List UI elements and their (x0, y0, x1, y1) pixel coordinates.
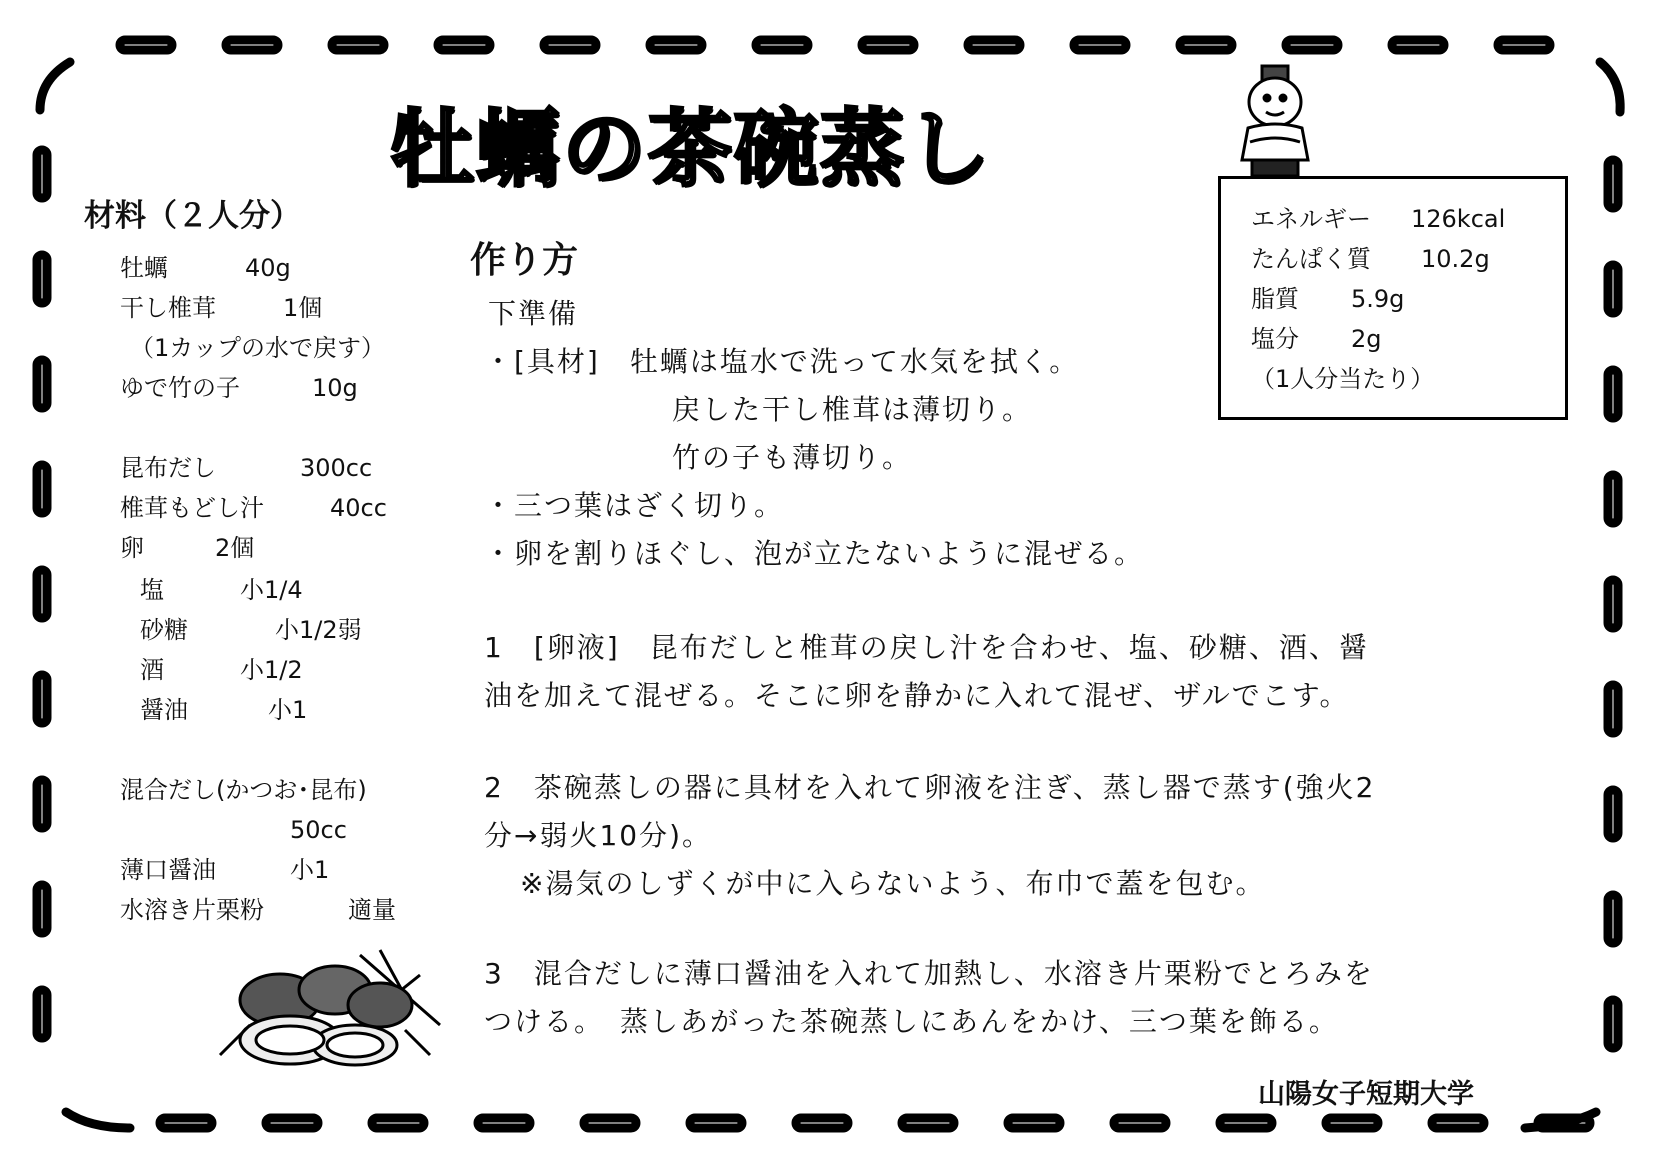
ingredient-qty: 40g (245, 254, 291, 282)
nutrition-row (1251, 319, 1565, 359)
ingredient-item (140, 690, 188, 730)
nutrition-row (1251, 239, 1565, 279)
ingredient-name: 昆布だし (120, 454, 216, 482)
nutrition-row (1251, 199, 1565, 239)
nutrition-value: 10.2g (1421, 245, 1490, 273)
mascot-icon (1230, 62, 1320, 180)
ingredient-item (120, 448, 216, 488)
ingredient-name: 砂糖 (140, 616, 188, 644)
nutrition-row (1251, 279, 1565, 319)
ingredient-item (120, 288, 216, 328)
ingredient-name: 椎茸もどし汁 (120, 494, 264, 522)
ingredient-item (120, 528, 144, 568)
prep-line: 竹の子も薄切り。 (672, 441, 913, 474)
prep-line: 戻した干し椎茸は薄切り。 (672, 393, 1033, 426)
step-line: 油を加えて混ぜる。そこに卵を静かに入れて混ぜ、ザルでこす。 (484, 679, 1350, 712)
ingredient-qty: 10g (312, 374, 358, 402)
ingredient-name: 酒 (140, 656, 164, 684)
nutrition-label: 塩分 (1251, 325, 1299, 353)
ingredient-item (120, 488, 264, 528)
ingredient-item (120, 368, 240, 408)
ingredient-name: ゆで竹の子 (120, 374, 240, 402)
ingredient-qty: 1個 (283, 294, 323, 322)
ingredient-name: 卵 (120, 534, 144, 562)
oyster-icon (210, 945, 450, 1075)
signature: 山陽女子短期大学 (1258, 1079, 1474, 1110)
ingredient-name: 干し椎茸 (120, 294, 216, 322)
ingredient-item (140, 570, 164, 610)
ingredient-qty: 300cc (300, 454, 373, 482)
nutrition-value: 5.9g (1351, 285, 1405, 313)
ingredient-name: 薄口醤油 (120, 856, 216, 884)
ingredient-qty: 40cc (330, 494, 387, 522)
method-heading: 作り方 (470, 240, 579, 281)
step-line: つける。 蒸しあがった茶碗蒸しにあんをかけ、三つ葉を飾る。 (484, 1005, 1339, 1038)
prep-line: ・三つ葉はざく切り。 (484, 489, 785, 522)
ingredient-item (130, 328, 385, 368)
prep-line: ・卵を割りほぐし、泡が立たないように混ぜる。 (484, 537, 1145, 570)
ingredient-qty: 小1 (290, 856, 330, 884)
ingredient-name: 牡蠣 (120, 254, 168, 282)
nutrition-label: たんぱく質 (1251, 245, 1371, 273)
ingredient-name: 醤油 (140, 696, 188, 724)
ingredient-item (140, 650, 164, 690)
step-line: 2 茶碗蒸しの器に具材を入れて卵液を注ぎ、蒸し器で蒸す(強火2 (484, 771, 1376, 804)
ingredient-qty: 2個 (215, 534, 255, 562)
step-line: 3 混合だしに薄口醤油を入れて加熱し、水溶き片栗粉でとろみを (484, 957, 1374, 990)
ingredient-qty: 50cc (290, 816, 347, 844)
ingredient-name: 混合だし(かつお･昆布) (120, 776, 367, 804)
ingredient-name: 水溶き片栗粉 (120, 896, 264, 924)
ingredient-name: （1カップの水で戻す） (130, 334, 386, 362)
nutrition-label: 脂質 (1251, 285, 1299, 313)
ingredient-item (120, 850, 216, 890)
ingredient-qty: 小1/2弱 (275, 616, 362, 644)
ingredient-item (120, 248, 168, 288)
prep-label: 下準備 (488, 297, 579, 330)
prep-line: ・[具材] 牡蠣は塩水で洗って水気を拭く。 (484, 345, 1080, 378)
nutrition-box (1218, 176, 1568, 420)
nutrition-value: 126kcal (1411, 205, 1506, 233)
nutrition-note: （1人分当たり） (1251, 365, 1435, 393)
step-line: ※湯気のしずくが中に入らないよう、布巾で蓋を包む。 (520, 867, 1266, 900)
ingredient-qty: 小1/4 (240, 576, 303, 604)
ingredient-qty: 小1/2 (240, 656, 303, 684)
ingredient-item (140, 610, 188, 650)
ingredient-item (120, 770, 367, 810)
nutrition-value: 2g (1351, 325, 1382, 353)
step-line: 分→弱火10分)。 (484, 819, 713, 852)
ingredient-item (120, 890, 264, 930)
ingredients-heading: 材料（２人分） (84, 198, 301, 234)
ingredient-qty: 適量 (348, 896, 396, 924)
page-title: 牡蠣の茶碗蒸し (390, 100, 993, 198)
nutrition-label: エネルギー (1251, 205, 1371, 233)
ingredient-name: 塩 (140, 576, 164, 604)
step-line: 1 [卵液] 昆布だしと椎茸の戻し汁を合わせ、塩、砂糖、酒、醤 (484, 631, 1369, 664)
ingredient-qty: 小1 (268, 696, 308, 724)
